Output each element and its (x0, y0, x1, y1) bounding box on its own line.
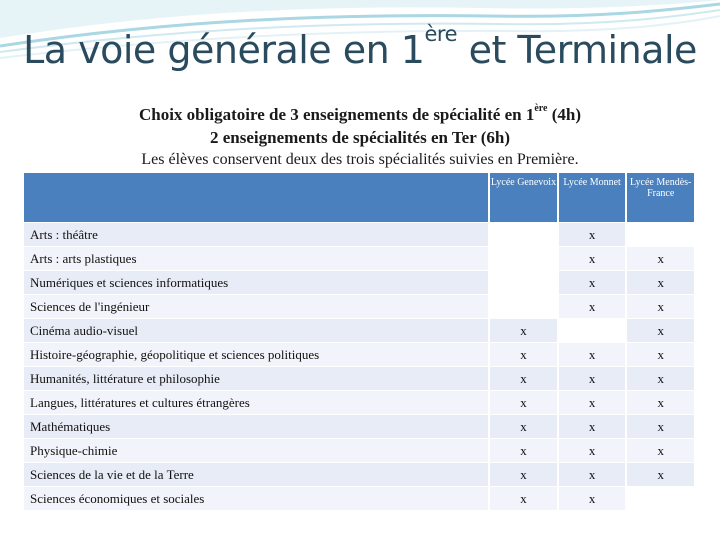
table-body (24, 223, 694, 511)
table-row (24, 367, 694, 391)
specialite-name: Sciences économiques et sociales (24, 487, 488, 511)
table-row (24, 271, 694, 295)
column-header-mendes-france: Lycée Mendès-France (625, 173, 694, 223)
subtitle-line-1: Choix obligatoire de 3 enseignements de spécialité en 1ère (4h) (138, 103, 582, 124)
availability-mark: x (625, 367, 694, 391)
availability-mark: x (625, 343, 694, 367)
header-blank-cell (24, 173, 488, 223)
table-row (24, 247, 694, 271)
availability-mark: x (557, 295, 626, 319)
availability-mark (557, 319, 626, 343)
column-header-genevoix: Lycée Genevoix (488, 173, 557, 223)
specialite-name: Mathématiques (24, 415, 488, 439)
availability-mark: x (625, 271, 694, 295)
specialite-name: Sciences de la vie et de la Terre (24, 463, 488, 487)
specialite-name: Physique-chimie (24, 439, 488, 463)
availability-mark: x (488, 439, 557, 463)
table-row (24, 319, 694, 343)
availability-mark (488, 295, 557, 319)
availability-mark: x (557, 367, 626, 391)
availability-mark (488, 223, 557, 247)
specialite-name: Cinéma audio-visuel (24, 319, 488, 343)
column-header-monnet: Lycée Monnet (557, 173, 626, 223)
availability-mark: x (488, 319, 557, 343)
specialite-name: Humanités, littérature et philosophie (24, 367, 488, 391)
table-row (24, 487, 694, 511)
availability-mark: x (625, 439, 694, 463)
availability-mark: x (488, 487, 557, 511)
table-row (24, 391, 694, 415)
availability-mark: x (488, 367, 557, 391)
specialite-name: Langues, littératures et cultures étrangères (24, 391, 488, 415)
availability-mark: x (557, 439, 626, 463)
specialite-name: Numériques et sciences informatiques (24, 271, 488, 295)
specialites-table (24, 173, 694, 511)
subtitle-line-3: Les élèves conservent deux des trois spécialités suivies en Première. (141, 151, 579, 168)
availability-mark (625, 487, 694, 511)
availability-mark: x (625, 247, 694, 271)
availability-mark: x (557, 247, 626, 271)
availability-mark: x (557, 343, 626, 367)
availability-mark: x (625, 295, 694, 319)
specialite-name: Arts : arts plastiques (24, 247, 488, 271)
availability-mark: x (625, 463, 694, 487)
availability-mark (625, 223, 694, 247)
page-title: La voie générale en 1ère et Terminale (23, 22, 697, 72)
specialite-name: Histoire-géographie, géopolitique et sciences politiques (24, 343, 488, 367)
availability-mark: x (488, 415, 557, 439)
availability-mark: x (625, 391, 694, 415)
table-row (24, 295, 694, 319)
availability-mark: x (557, 391, 626, 415)
availability-mark: x (625, 319, 694, 343)
specialite-name: Sciences de l'ingénieur (24, 295, 488, 319)
availability-mark: x (557, 415, 626, 439)
table-row (24, 415, 694, 439)
availability-mark: x (488, 343, 557, 367)
availability-mark (488, 271, 557, 295)
table-header-row (24, 173, 694, 223)
availability-mark: x (557, 463, 626, 487)
table-row (24, 223, 694, 247)
availability-mark: x (488, 463, 557, 487)
table-row (24, 439, 694, 463)
availability-mark: x (488, 391, 557, 415)
availability-mark: x (557, 487, 626, 511)
availability-mark: x (557, 271, 626, 295)
availability-mark: x (625, 415, 694, 439)
subtitle-line-2: 2 enseignements de spécialités en Ter (6h) (209, 128, 510, 147)
availability-mark: x (557, 223, 626, 247)
table-row (24, 343, 694, 367)
table-row (24, 463, 694, 487)
availability-mark (488, 247, 557, 271)
specialite-name: Arts : théâtre (24, 223, 488, 247)
